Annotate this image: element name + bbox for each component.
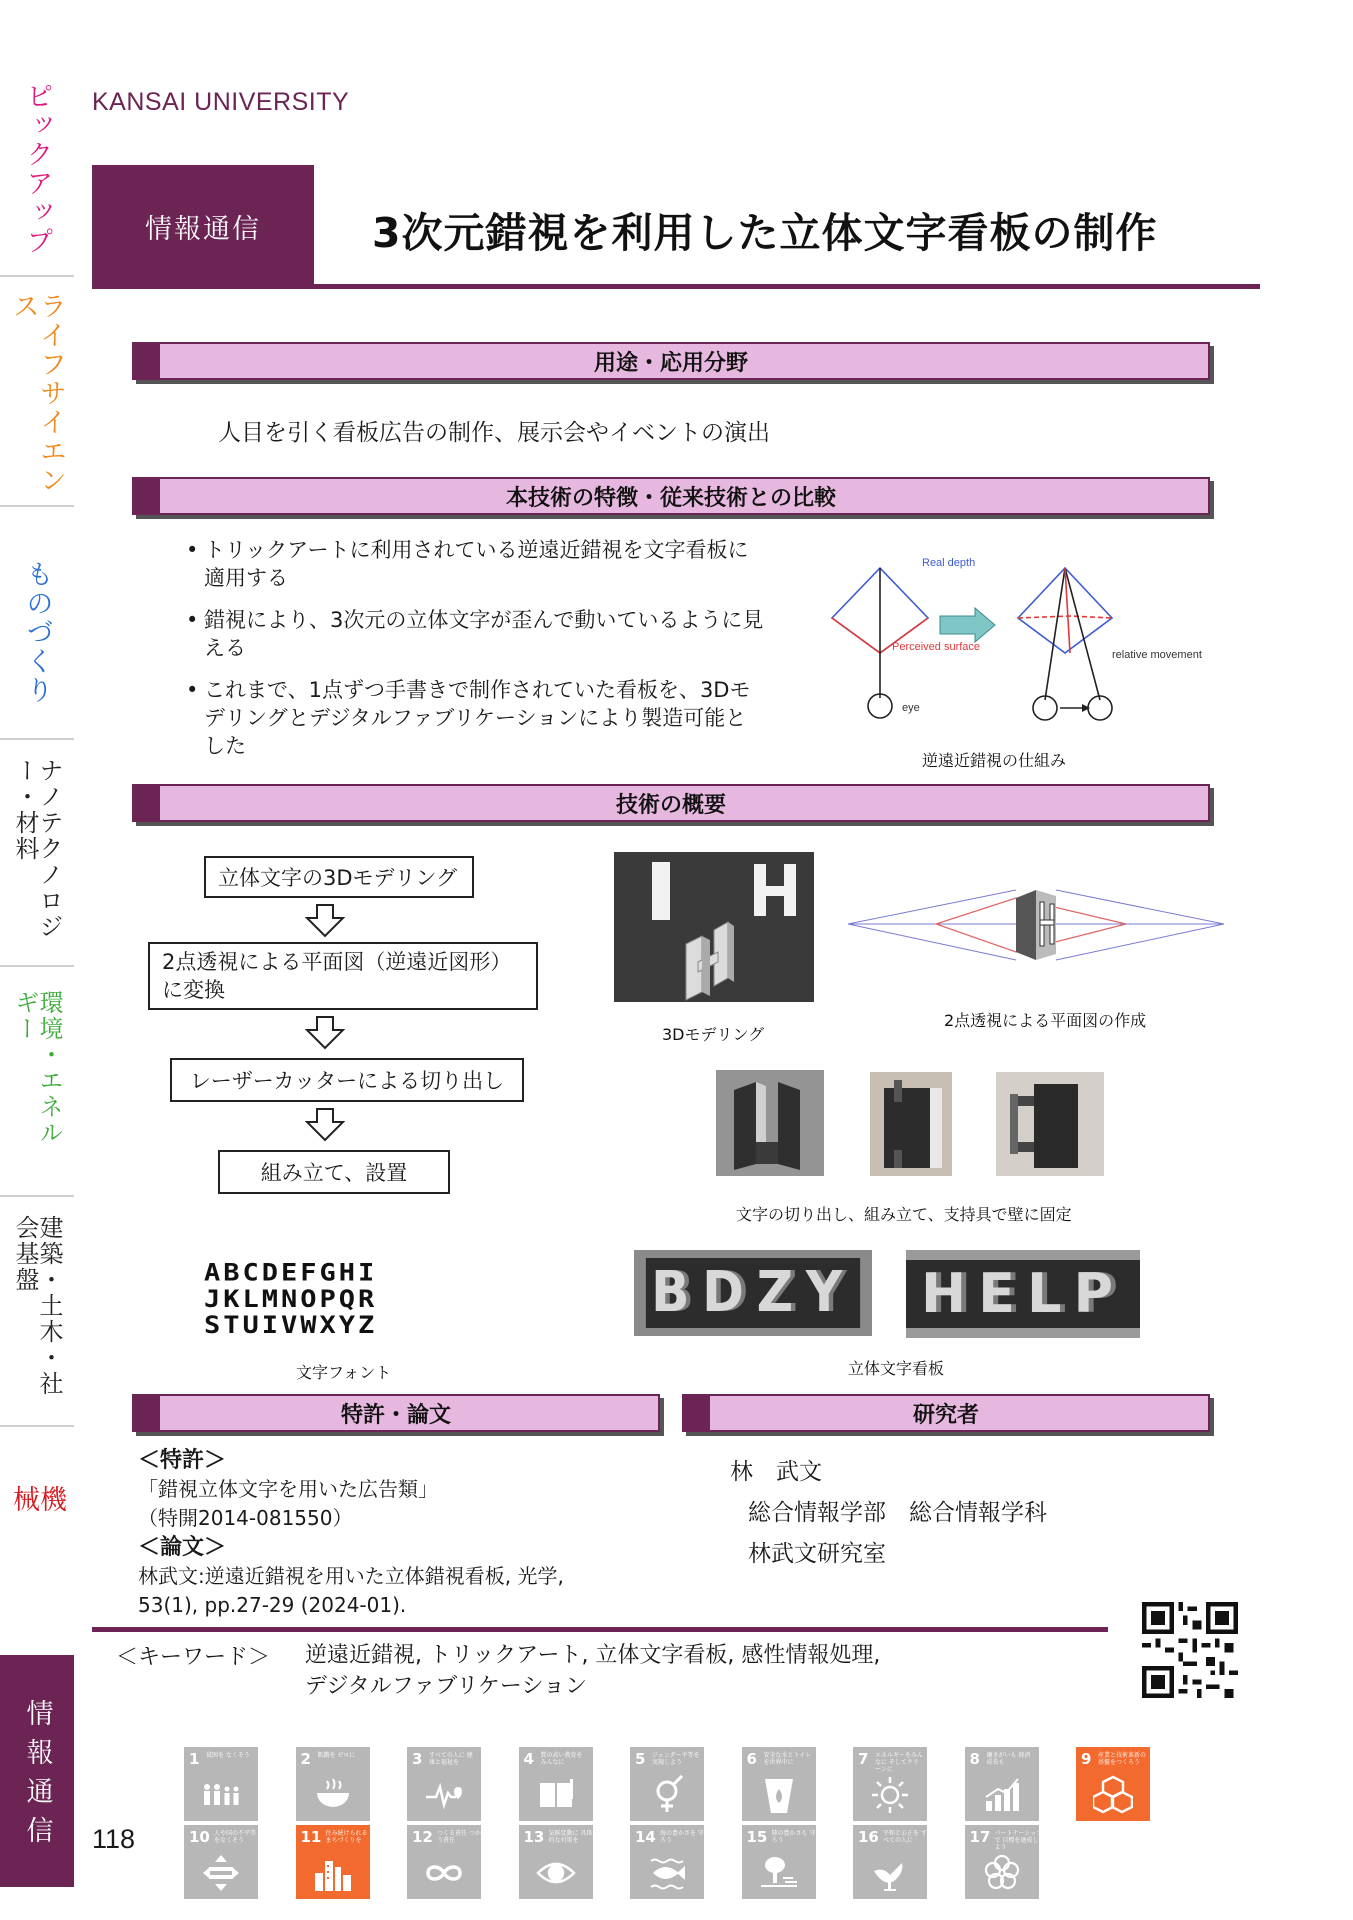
flow-step-assembly <box>218 1150 450 1194</box>
researcher-name: 林 武文 <box>730 1459 822 1485</box>
sdg-label: すべての人に 健康と福祉を <box>429 1752 473 1766</box>
perspective-caption: 2点透視による平面図の作成 <box>944 1011 1147 1030</box>
section-researcher-header <box>682 1394 1210 1432</box>
flow-step-perspective <box>148 942 538 1010</box>
bowl-icon <box>313 1775 353 1815</box>
sdg-number: 16 <box>858 1828 879 1846</box>
sdg-label: 気候変動に 具体的な対策を <box>548 1830 593 1844</box>
fish-icon <box>647 1853 687 1893</box>
font-sample-line: JKLMNOPQR <box>204 1285 378 1314</box>
section-overview-header <box>132 784 1210 822</box>
side-tab-ict[interactable] <box>0 1655 74 1887</box>
growth-icon <box>982 1775 1022 1815</box>
sdg-number: 5 <box>635 1750 646 1768</box>
sdg-goal-16 <box>853 1825 927 1899</box>
sdg-goal-2 <box>296 1747 370 1821</box>
family-icon <box>201 1775 241 1815</box>
flow-step-label: 2点透視による平面図（逆遠近図形）に変換 <box>162 950 512 1002</box>
sdg-number: 4 <box>523 1750 534 1768</box>
section-title: 特許・論文 <box>340 1402 451 1428</box>
cut-letter-photo <box>716 1070 824 1176</box>
sdg-goal-11 <box>296 1825 370 1899</box>
side-tab-label: 機械 <box>8 1485 66 1562</box>
sdg-goal-13 <box>519 1825 593 1899</box>
flower-icon <box>982 1853 1022 1893</box>
sdg-number: 3 <box>412 1750 423 1768</box>
city-icon <box>313 1853 353 1893</box>
keyword-line: 逆遠近錯視, トリックアート, 立体文字看板, 感性情報処理, <box>305 1643 881 1668</box>
gender-icon <box>647 1775 687 1815</box>
sdg-number: 10 <box>189 1828 210 1846</box>
sdg-number: 17 <box>969 1828 991 1846</box>
sdg-number: 6 <box>746 1750 757 1768</box>
page-number: 118 <box>92 1824 136 1854</box>
sdg-number: 7 <box>858 1750 869 1768</box>
sdg-label: エネルギーをみんなに そしてクリーンに <box>875 1752 924 1773</box>
list-item: • トリックアートに利用されている逆遠近錯視を文字看板に適用する <box>186 536 766 592</box>
category-text: 情報通信 <box>145 214 261 245</box>
sdg-label: 働きがいも 経済成長も <box>986 1752 1031 1766</box>
researcher-block <box>730 1452 1047 1575</box>
side-tab-label: 環境・エネルギー <box>11 990 63 1146</box>
right-arrow-icon <box>940 608 995 642</box>
sdg-label: 平和と公正を すべての人に <box>883 1830 927 1844</box>
sdg-number: 8 <box>969 1750 980 1768</box>
side-tab-machine[interactable] <box>0 1485 74 1615</box>
assembled-letter-photo <box>870 1072 952 1176</box>
side-tab-environment[interactable] <box>0 990 74 1170</box>
water-icon <box>759 1775 799 1815</box>
sdg-goal-9 <box>1076 1747 1150 1821</box>
sdg-label: ジェンダー平等を 実現しよう <box>652 1752 700 1766</box>
side-divider <box>0 505 74 507</box>
sdg-label: 産業と技術革新の 基盤をつくろう <box>1098 1752 1147 1766</box>
sdg-number: 12 <box>412 1828 433 1846</box>
qr-code[interactable] <box>1142 1602 1238 1698</box>
perspective-drawing <box>846 880 1226 980</box>
side-tab-label: ライフサイエンス <box>8 292 66 495</box>
side-divider <box>0 965 74 967</box>
section-usage-header <box>132 342 1210 380</box>
paper-citation: 53(1), pp.27-29 (2024-01). <box>138 1593 407 1617</box>
diagram-label-relative: relative movement <box>1112 649 1202 661</box>
side-tab-label: ピックアップ <box>21 82 53 256</box>
section-title: 本技術の特徴・従来技術との比較 <box>505 485 836 511</box>
keyword-label: ＜キーワード＞ <box>116 1645 271 1670</box>
reverse-perspective-diagram <box>830 548 1230 728</box>
keyword-list <box>305 1640 880 1702</box>
patent-heading: ＜特許＞ <box>138 1448 227 1473</box>
font-sample-line: ABCDEFGHI <box>204 1259 378 1287</box>
page-title: 3次元錯視を利用した立体文字看板の制作 <box>372 209 1158 257</box>
patent-title: 「錯視立体文字を用いた広告類」 <box>138 1477 438 1501</box>
sign-word: HELP <box>906 1260 1140 1328</box>
sign-photo-bdzy <box>634 1250 872 1336</box>
section-title: 技術の概要 <box>615 792 726 818</box>
sdg-label: 貧困を なくそう <box>206 1752 250 1759</box>
cubes-icon <box>1093 1775 1133 1815</box>
flow-step-label: 組み立て、設置 <box>260 1161 408 1185</box>
sdg-label: パートナーシップで 目標を達成しよう <box>994 1830 1043 1851</box>
sdg-number: 13 <box>523 1828 545 1846</box>
sun-icon <box>870 1775 910 1815</box>
sign-photo-help <box>906 1250 1140 1338</box>
assembly-caption: 文字の切り出し、組み立て、支持具で壁に固定 <box>736 1205 1072 1224</box>
paper-citation: 林武文:逆遠近錯視を用いた立体錯視看板, 光学, <box>138 1564 564 1588</box>
list-item: • 錯視により、3次元の立体文字が歪んで動いているように見える <box>186 606 766 662</box>
sdg-goal-14 <box>630 1825 704 1899</box>
sdg-goal-12 <box>407 1825 481 1899</box>
sdg-goal-8 <box>965 1747 1039 1821</box>
font-sample <box>204 1260 377 1338</box>
equality-icon <box>201 1853 241 1893</box>
sdg-goal-4 <box>519 1747 593 1821</box>
diagram-label-eye: eye <box>902 702 920 714</box>
list-item: • これまで、1点ずつ手書きで制作されていた看板を、3Dモデリングとデジタルファブリケーションにより製造可能とした <box>186 676 766 760</box>
sign-word: BDZY <box>646 1258 860 1328</box>
side-divider <box>0 738 74 740</box>
sdg-label: 海の豊かさを 守ろう <box>660 1830 704 1844</box>
sign-caption: 立体文字看板 <box>848 1359 945 1378</box>
eye-globe-icon <box>536 1853 576 1893</box>
sdg-goal-5 <box>630 1747 704 1821</box>
sdg-label: 人や国の不平等 をなくそう <box>214 1830 257 1844</box>
modeling-caption: 3Dモデリング <box>662 1025 765 1044</box>
sdg-number: 1 <box>189 1750 200 1768</box>
tree-icon <box>759 1853 799 1893</box>
sdg-goal-1 <box>184 1747 258 1821</box>
sdg-number: 15 <box>746 1828 768 1846</box>
side-tab-label: 建築・土木・社会基盤 <box>11 1215 63 1397</box>
feature-list <box>186 536 766 774</box>
mounted-letter-photo <box>996 1072 1104 1176</box>
font-caption: 文字フォント <box>296 1363 392 1382</box>
side-tab-pickup[interactable] <box>0 82 74 278</box>
down-arrow-icon <box>305 1016 345 1050</box>
sdg-label: 陸の豊かさも 守ろう <box>771 1830 816 1844</box>
side-tab-monozukuri[interactable] <box>0 560 74 720</box>
paper-heading: ＜論文＞ <box>138 1535 227 1560</box>
side-divider <box>0 275 74 277</box>
sdg-label: 安全な水とトイレ を世界中に <box>763 1752 812 1766</box>
keyword-line: デジタルファブリケーション <box>305 1674 588 1699</box>
sdg-goal-7 <box>853 1747 927 1821</box>
university-name: KANSAI UNIVERSITY <box>92 88 350 116</box>
sdg-label: 住み続けられる まちづくりを <box>325 1830 368 1844</box>
researcher-dept: 総合情報学部 総合情報学科 <box>748 1500 1047 1526</box>
section-title: 用途・応用分野 <box>593 350 748 376</box>
title-underline <box>92 284 1260 289</box>
sdg-goal-6 <box>742 1747 816 1821</box>
sdg-goal-10 <box>184 1825 258 1899</box>
sdg-label: 質の高い教育を みんなに <box>540 1752 583 1766</box>
sdg-number: 11 <box>300 1828 322 1846</box>
flow-step-label: レーザーカッターによる切り出し <box>189 1069 505 1093</box>
flow-step-label: 立体文字の3Dモデリング <box>218 866 458 890</box>
side-tab-label: ものづくり <box>21 560 53 705</box>
sdg-label: 飢餓を ゼロに <box>317 1752 356 1759</box>
heartbeat-icon <box>424 1775 464 1815</box>
sdg-goal-17 <box>965 1825 1043 1899</box>
sdg-number: 14 <box>635 1828 656 1846</box>
diagram-label-real-depth: Real depth <box>922 557 976 569</box>
section-features-header <box>132 477 1210 515</box>
diagram-caption: 逆遠近錯視の仕組み <box>922 751 1067 770</box>
side-tab-lifescience[interactable] <box>0 292 74 502</box>
sdg-number: 9 <box>1081 1750 1092 1768</box>
book-icon <box>536 1775 576 1815</box>
side-tab-architecture[interactable] <box>0 1215 74 1415</box>
sdg-goal-15 <box>742 1825 816 1899</box>
section-patents-header <box>132 1394 660 1432</box>
side-tab-label: ナノテクノロジー・材料 <box>11 758 63 940</box>
flow-step-modeling <box>204 856 474 898</box>
down-arrow-icon <box>305 904 345 938</box>
font-sample-line: STUIVWXYZ <box>204 1311 378 1340</box>
patent-block <box>138 1446 564 1620</box>
category-label <box>92 165 314 288</box>
side-tab-nano[interactable] <box>0 758 74 958</box>
researcher-lab: 林武文研究室 <box>748 1541 886 1567</box>
diagram-label-perceived: Perceived surface <box>892 641 981 653</box>
keyword-divider <box>92 1627 1108 1632</box>
patent-number: （特開2014-081550） <box>138 1506 353 1530</box>
sdg-goal-3 <box>407 1747 481 1821</box>
dove-icon <box>870 1853 910 1893</box>
sdg-label: つくる責任 つかう責任 <box>437 1830 481 1844</box>
sdg-number: 2 <box>300 1750 311 1768</box>
side-tab-label: 情報通信 <box>21 1699 53 1855</box>
side-divider <box>0 1425 74 1427</box>
down-arrow-icon <box>305 1108 345 1142</box>
side-divider <box>0 1195 74 1197</box>
usage-text: 人目を引く看板広告の制作、展示会やイベントの演出 <box>218 420 770 446</box>
infinity-icon <box>424 1853 464 1893</box>
section-title: 研究者 <box>912 1402 979 1428</box>
modeling-screenshot <box>614 852 814 1002</box>
flow-step-cutting <box>170 1058 524 1102</box>
